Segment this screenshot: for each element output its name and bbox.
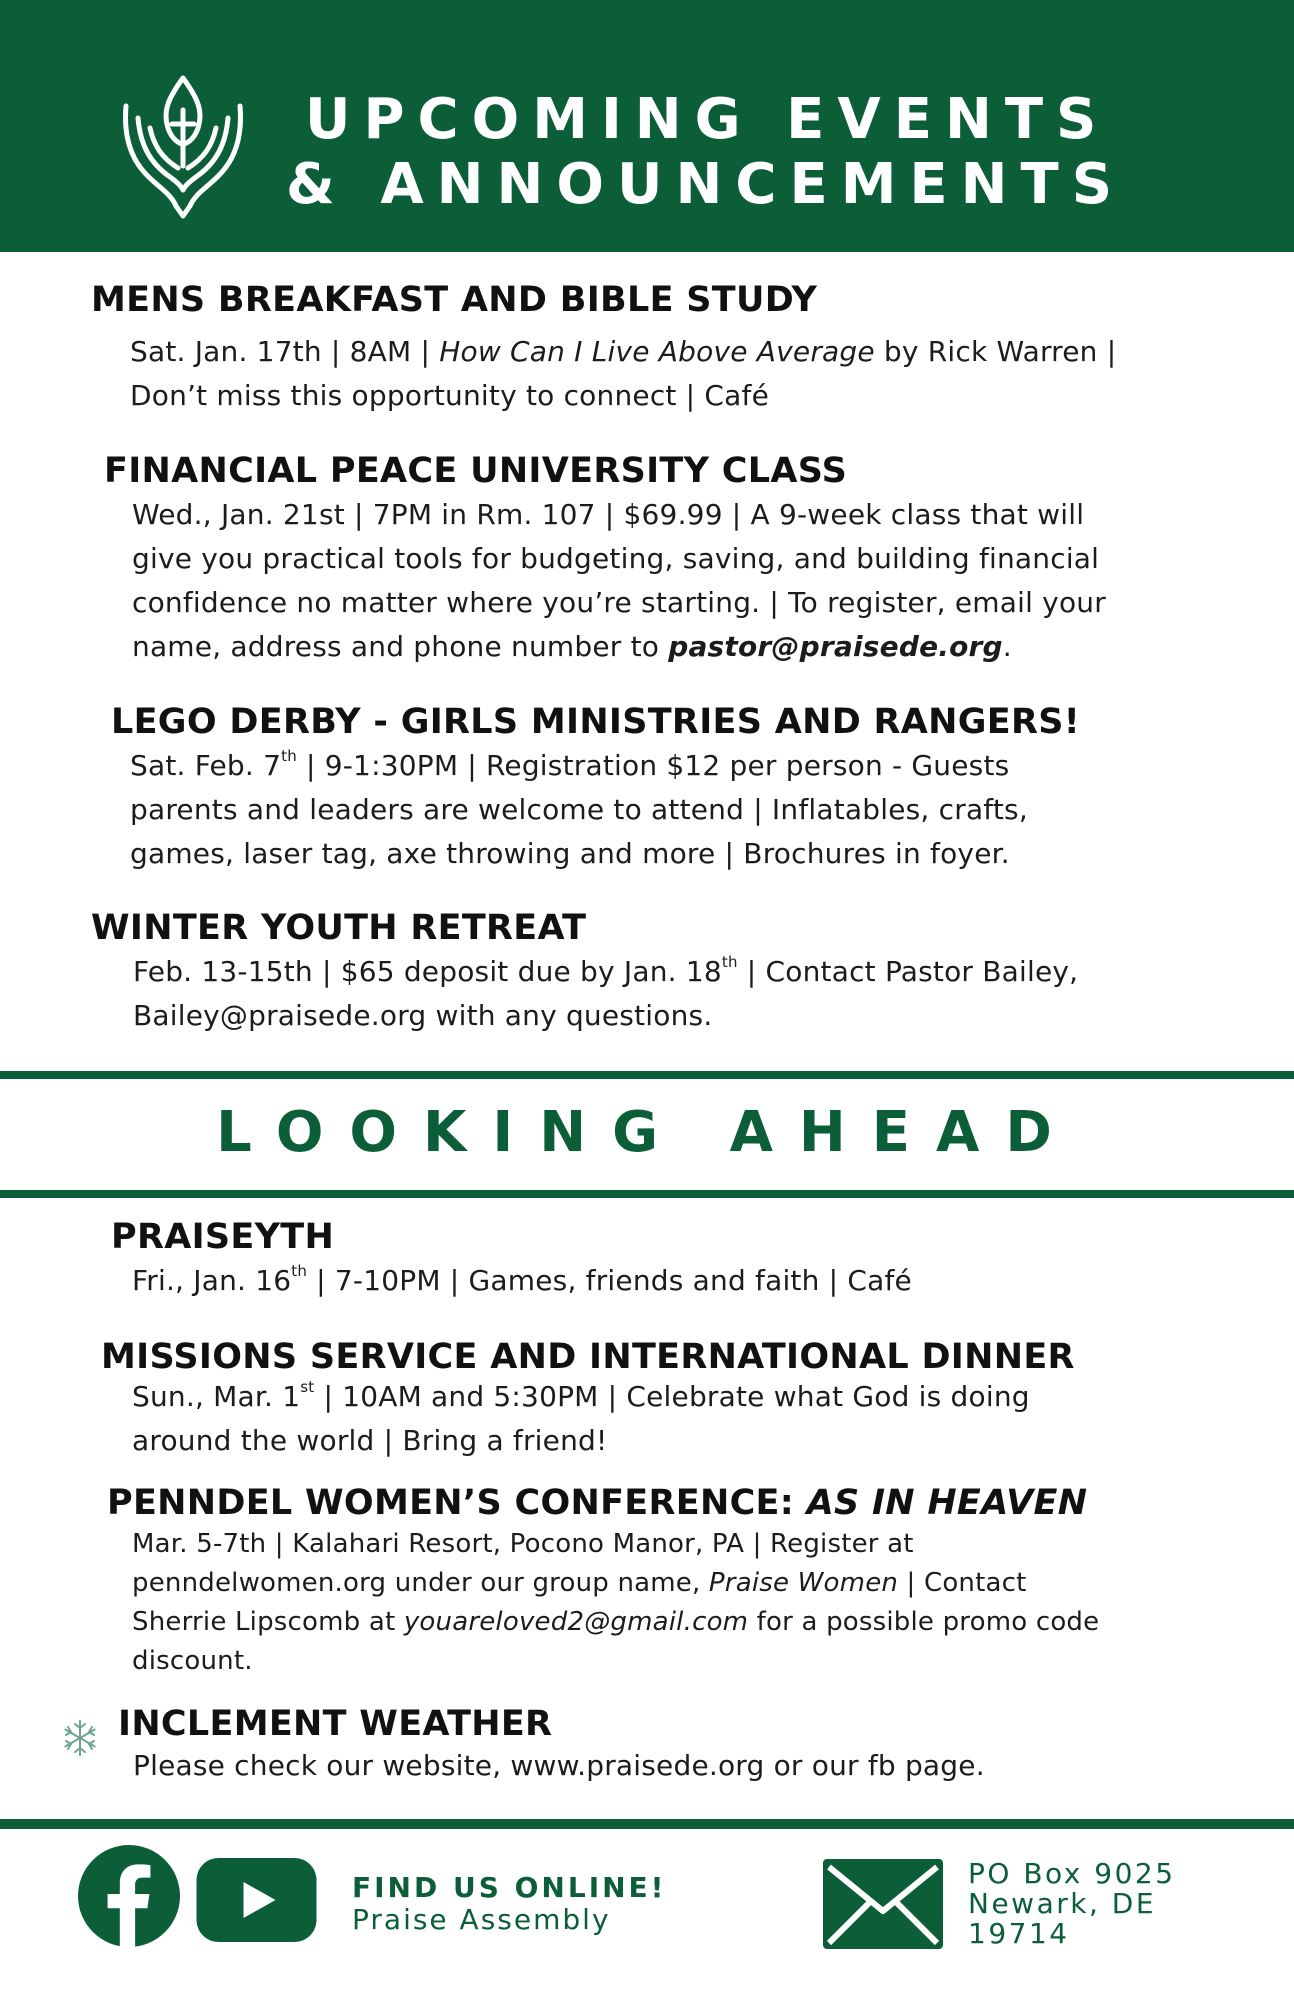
event-praiseyth xyxy=(111,1217,912,1303)
youtube-icon[interactable] xyxy=(195,1858,318,1942)
event-title: WINTER YOUTH RETREAT xyxy=(91,908,587,948)
event-title: PRAISEYTH xyxy=(111,1217,335,1257)
conference-theme: AS IN HEAVEN xyxy=(806,1483,1088,1523)
event-penndel-womens-conference xyxy=(107,1483,1100,1681)
event-details: Sat. Jan. 17th | 8AM | How Can I Live Above Average by Rick Warren | Don’t miss this opportunity to connect | Café xyxy=(130,335,1117,412)
event-title: PENNDEL WOMEN’S CONFERENCE: AS IN HEAVEN xyxy=(107,1483,1088,1523)
event-details: Fri., Jan. 16th | 7-10PM | Games, friends and faith | Café xyxy=(132,1262,912,1297)
header-title-line-2: & ANNOUNCEMENTS xyxy=(286,152,1126,217)
facebook-icon[interactable] xyxy=(78,1845,180,1947)
section-divider xyxy=(0,1190,1294,1198)
church-name: Praise Assembly xyxy=(352,1903,611,1936)
event-lego-derby xyxy=(111,702,1081,876)
praying-hands-flame-cross-icon xyxy=(118,70,248,220)
snowflake-icon xyxy=(60,1718,100,1758)
envelope-icon xyxy=(823,1859,943,1949)
event-title: MISSIONS SERVICE AND INTERNATIONAL DINNER xyxy=(101,1337,1075,1377)
find-us-online xyxy=(352,1871,667,1936)
footer-divider xyxy=(0,1819,1294,1829)
event-missions-service xyxy=(101,1337,1075,1463)
event-details: Sun., Mar. 1st | 10AM and 5:30PM | Celebrate what God is doing around the world | Bring a friend! xyxy=(132,1378,1030,1457)
event-details: Please check our website, www.praisede.org or our fb page. xyxy=(133,1749,985,1782)
email-link[interactable]: pastor@praisede.org xyxy=(668,630,1003,663)
mailing-address: PO Box 9025 Newark, DE 19714 xyxy=(968,1857,1176,1950)
section-divider xyxy=(0,1071,1294,1079)
event-details: Mar. 5-7th | Kalahari Resort, Pocono Manor, PA | Register at penndelwomen.org under our group name, Praise Women | Contact Sherrie Lipscomb at youareloved2@gmail.com for a possible promo code discount. xyxy=(132,1529,1100,1676)
event-details: Wed., Jan. 21st | 7PM in Rm. 107 | $69.99 | A 9-week class that will give you practical tools for budgeting, saving, and building financial confidence no matter where you’re starting. | To register, email your name, address and phone number to pastor@praisede.org. xyxy=(132,498,1106,663)
section-title: LOOKING AHEAD xyxy=(216,1100,1078,1165)
event-details: Feb. 13-15th | $65 deposit due by Jan. 18th | Contact Pastor Bailey, Bailey@praisede.org with any questions. xyxy=(133,953,1079,1032)
book-title: How Can I Live Above Average xyxy=(439,335,875,368)
event-title: INCLEMENT WEATHER xyxy=(118,1704,553,1744)
event-winter-youth-retreat xyxy=(91,908,1079,1038)
header-title-line-1: UPCOMING EVENTS xyxy=(305,87,1110,152)
event-title: FINANCIAL PEACE UNIVERSITY CLASS xyxy=(104,451,848,491)
announcement-inclement-weather xyxy=(118,1704,985,1788)
header-banner xyxy=(0,0,1294,252)
event-title: LEGO DERBY - GIRLS MINISTRIES AND RANGERS! xyxy=(111,702,1081,742)
event-mens-breakfast xyxy=(91,280,1117,418)
event-details: Sat. Feb. 7th | 9-1:30PM | Registration $12 per person - Guests parents and leaders are welcome to attend | Inflatables, crafts, games, laser tag, axe throwing and more | Brochures in foyer. xyxy=(130,747,1028,870)
event-title: MENS BREAKFAST AND BIBLE STUDY xyxy=(91,280,818,320)
email-link[interactable]: youareloved2@gmail.com xyxy=(403,1607,749,1637)
event-financial-peace xyxy=(104,451,1106,669)
find-us-label: FIND US ONLINE! xyxy=(352,1871,667,1904)
